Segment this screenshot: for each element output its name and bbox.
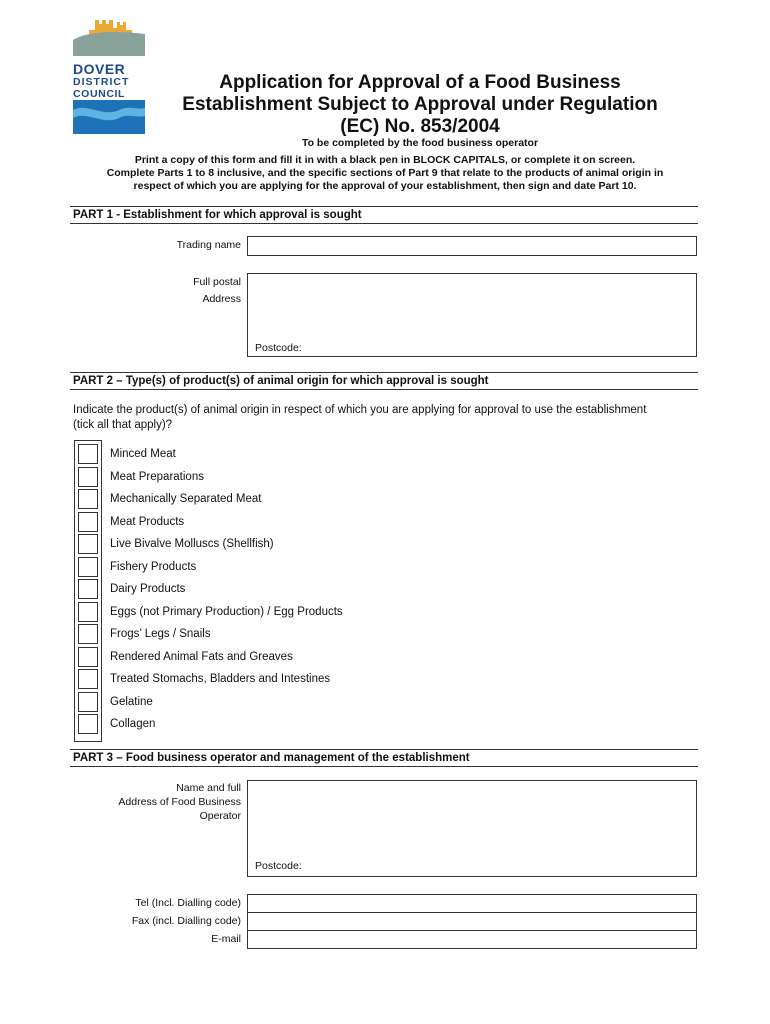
checkbox-frogs-legs-snails[interactable] [78, 624, 98, 644]
part1-heading: PART 1 - Establishment for which approval is sought [70, 206, 698, 224]
council-logo [73, 18, 145, 134]
checkbox-column [74, 440, 102, 742]
trading-name-label: Trading name [176, 239, 241, 251]
logo-text-district: DISTRICT [73, 76, 130, 88]
email-label: E-mail [211, 933, 241, 945]
checkbox-collagen[interactable] [78, 714, 98, 734]
part2-intro-line-1: Indicate the product(s) of animal origin in respect of which you are applying for approval to use the establishment [73, 404, 647, 416]
product-label: Live Bivalve Molluscs (Shellfish) [110, 538, 274, 550]
checkbox-mechanically-separated-meat[interactable] [78, 489, 98, 509]
tel-label: Tel (Incl. Dialling code) [135, 897, 241, 909]
checkbox-meat-preparations[interactable] [78, 467, 98, 487]
logo-text-dover: DOVER [73, 61, 126, 77]
product-label: Collagen [110, 718, 156, 730]
product-label: Minced Meat [110, 448, 176, 460]
logo-text-council: COUNCIL [73, 88, 126, 100]
trading-name-input[interactable] [247, 236, 697, 256]
operator-name-label [80, 781, 241, 823]
form-subtitle: To be completed by the food business operator [301, 137, 539, 149]
form-title [160, 72, 680, 138]
email-input[interactable] [247, 930, 697, 949]
operator-name-label-line-2: Address of Food Business [118, 796, 241, 808]
part2-intro [73, 403, 703, 433]
checkbox-live-bivalve-molluscs[interactable] [78, 534, 98, 554]
postal-address-input[interactable] [247, 273, 697, 357]
product-label: Dairy Products [110, 583, 186, 595]
product-label: Rendered Animal Fats and Greaves [110, 651, 293, 663]
checkbox-dairy-products[interactable] [78, 579, 98, 599]
instructions-line-1: Print a copy of this form and fill it in with a black pen in BLOCK CAPITALS, or complete it on screen. [134, 154, 636, 166]
address-label-line-2: Address [202, 293, 241, 305]
product-label: Frogs’ Legs / Snails [110, 628, 211, 640]
checkbox-meat-products[interactable] [78, 512, 98, 532]
operator-name-label-line-1: Name and full [176, 782, 241, 794]
product-label: Gelatine [110, 696, 153, 708]
part3-heading: PART 3 – Food business operator and management of the establishment [70, 749, 698, 767]
checkbox-minced-meat[interactable] [78, 444, 98, 464]
checkbox-treated-stomachs[interactable] [78, 669, 98, 689]
title-line-3: (EC) No. 853/2004 [340, 116, 500, 137]
fax-label: Fax (incl. Dialling code) [131, 915, 241, 927]
checkbox-gelatine[interactable] [78, 692, 98, 712]
fax-input[interactable] [247, 912, 697, 931]
address-label-line-1: Full postal [193, 276, 241, 288]
instructions-line-3: respect of which you are applying for the approval of your establishment, then sign and date Part 10. [133, 180, 637, 192]
operator-address-input[interactable] [247, 780, 697, 877]
instructions [60, 154, 710, 193]
product-label: Treated Stomachs, Bladders and Intestines [110, 673, 331, 685]
tel-input[interactable] [247, 894, 697, 913]
checkbox-eggs[interactable] [78, 602, 98, 622]
postcode-label: Postcode: [255, 342, 302, 354]
product-label: Fishery Products [110, 561, 197, 573]
part2-heading: PART 2 – Type(s) of product(s) of animal origin for which approval is sought [70, 372, 698, 390]
address-label [100, 274, 241, 308]
product-label: Meat Preparations [110, 471, 204, 483]
operator-name-label-line-3: Operator [199, 810, 241, 822]
product-label: Eggs (not Primary Production) / Egg Products [110, 606, 343, 618]
product-label: Meat Products [110, 516, 185, 528]
title-line-2: Establishment Subject to Approval under Regulation [182, 94, 658, 115]
operator-postcode-label: Postcode: [255, 860, 302, 872]
checkbox-rendered-animal-fats[interactable] [78, 647, 98, 667]
title-line-1: Application for Approval of a Food Business [219, 72, 621, 93]
checkbox-fishery-products[interactable] [78, 557, 98, 577]
part2-intro-line-2: (tick all that apply)? [73, 419, 173, 431]
instructions-line-2: Complete Parts 1 to 8 inclusive, and the specific sections of Part 9 that relate to the products of animal origin in [106, 167, 664, 179]
product-label: Mechanically Separated Meat [110, 493, 262, 505]
